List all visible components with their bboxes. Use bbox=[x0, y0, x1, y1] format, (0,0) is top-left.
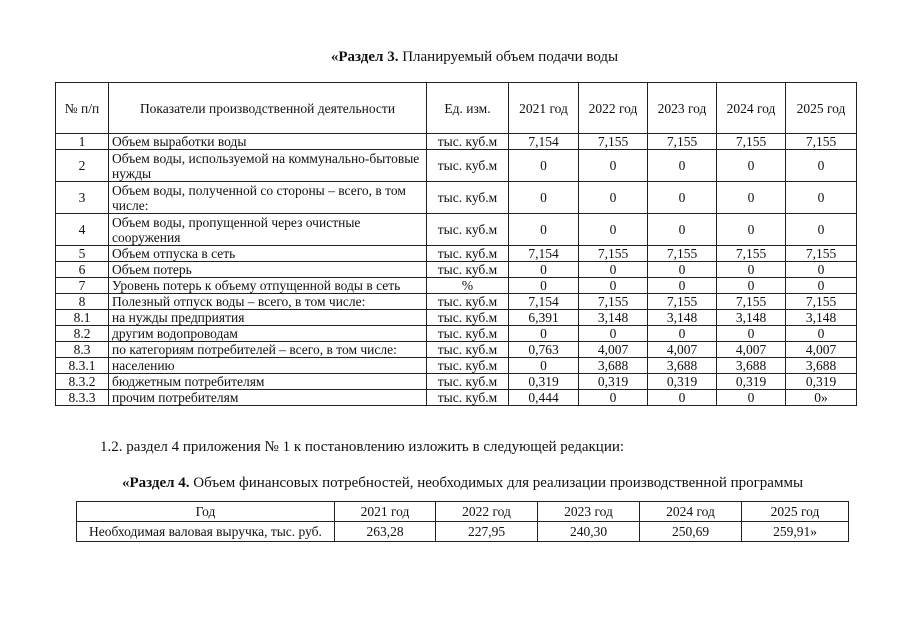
value-2024-год: 0 bbox=[717, 182, 786, 214]
value-2024-год: 0 bbox=[717, 390, 786, 406]
row-number: 8 bbox=[56, 294, 109, 310]
value-2023-год: 0 bbox=[648, 278, 717, 294]
indicator-name: другим водопроводам bbox=[109, 326, 427, 342]
value-2021-год: 0,444 bbox=[509, 390, 579, 406]
value-2021-год: 0,319 bbox=[509, 374, 579, 390]
value-2025-год: 0 bbox=[786, 278, 857, 294]
value-2024-год: 0 bbox=[717, 150, 786, 182]
value-2021-год: 7,154 bbox=[509, 294, 579, 310]
table-row bbox=[56, 246, 857, 262]
unit: тыс. куб.м bbox=[427, 342, 509, 358]
column-header-7: 2025 год bbox=[786, 83, 857, 134]
table-row bbox=[56, 262, 857, 278]
value-2021-год: 7,154 bbox=[509, 134, 579, 150]
column-header-0: Год bbox=[77, 502, 335, 522]
value-4: 259,91» bbox=[742, 522, 849, 542]
value-2021-год: 0 bbox=[509, 262, 579, 278]
value-2022-год: 0 bbox=[579, 150, 648, 182]
column-header-0: № п/п bbox=[56, 83, 109, 134]
indicator-name: прочим потребителям bbox=[109, 390, 427, 406]
value-2023-год: 3,688 bbox=[648, 358, 717, 374]
value-2022-год: 0 bbox=[579, 262, 648, 278]
unit: % bbox=[427, 278, 509, 294]
value-2022-год: 0 bbox=[579, 326, 648, 342]
value-2022-год: 3,148 bbox=[579, 310, 648, 326]
row-number: 4 bbox=[56, 214, 109, 246]
table-row bbox=[77, 522, 849, 542]
row-number: 7 bbox=[56, 278, 109, 294]
value-2024-год: 7,155 bbox=[717, 294, 786, 310]
indicator-name: по категориям потребителей – всего, в том числе: bbox=[109, 342, 427, 358]
table-header-row bbox=[77, 502, 849, 522]
value-2023-год: 0 bbox=[648, 262, 717, 278]
row-number: 3 bbox=[56, 182, 109, 214]
indicator-name: Объем потерь bbox=[109, 262, 427, 278]
value-2025-год: 7,155 bbox=[786, 134, 857, 150]
value-2024-год: 0,319 bbox=[717, 374, 786, 390]
value-2025-год: 0 bbox=[786, 182, 857, 214]
value-2024-год: 4,007 bbox=[717, 342, 786, 358]
value-2023-год: 0 bbox=[648, 150, 717, 182]
financial-needs-table bbox=[76, 501, 849, 542]
indicator-name: Объем воды, пропущенной через очистные сооружения bbox=[109, 214, 427, 246]
value-2021-год: 0 bbox=[509, 214, 579, 246]
unit: тыс. куб.м bbox=[427, 182, 509, 214]
indicator-name: Уровень потерь к объему отпущенной воды в сеть bbox=[109, 278, 427, 294]
row-label: Необходимая валовая выручка, тыс. руб. bbox=[77, 522, 335, 542]
value-2025-год: 0 bbox=[786, 262, 857, 278]
value-2023-год: 0 bbox=[648, 326, 717, 342]
value-2024-год: 0 bbox=[717, 214, 786, 246]
table-row bbox=[56, 342, 857, 358]
unit: тыс. куб.м bbox=[427, 326, 509, 342]
value-2023-год: 4,007 bbox=[648, 342, 717, 358]
unit: тыс. куб.м bbox=[427, 358, 509, 374]
table-row bbox=[56, 278, 857, 294]
value-2023-год: 0 bbox=[648, 390, 717, 406]
value-2025-год: 0» bbox=[786, 390, 857, 406]
unit: тыс. куб.м bbox=[427, 294, 509, 310]
indicator-name: Объем выработки воды bbox=[109, 134, 427, 150]
indicator-name: Объем отпуска в сеть bbox=[109, 246, 427, 262]
value-2025-год: 0 bbox=[786, 326, 857, 342]
value-2022-год: 4,007 bbox=[579, 342, 648, 358]
value-2022-год: 0 bbox=[579, 182, 648, 214]
table-row bbox=[56, 214, 857, 246]
value-2025-год: 0 bbox=[786, 150, 857, 182]
section-3-title bbox=[22, 48, 905, 66]
value-0: 263,28 bbox=[335, 522, 436, 542]
table-row bbox=[56, 374, 857, 390]
column-header-1: 2021 год bbox=[335, 502, 436, 522]
unit: тыс. куб.м bbox=[427, 150, 509, 182]
value-2023-год: 0,319 bbox=[648, 374, 717, 390]
unit: тыс. куб.м bbox=[427, 214, 509, 246]
section-4-title-bold: «Раздел 4. bbox=[121, 475, 190, 491]
value-1: 227,95 bbox=[436, 522, 538, 542]
row-number: 6 bbox=[56, 262, 109, 278]
column-header-3: 2023 год bbox=[538, 502, 640, 522]
unit: тыс. куб.м bbox=[427, 390, 509, 406]
value-2022-год: 0 bbox=[579, 214, 648, 246]
value-2024-год: 3,688 bbox=[717, 358, 786, 374]
row-number: 8.3.1 bbox=[56, 358, 109, 374]
section-4-title bbox=[10, 474, 905, 492]
unit: тыс. куб.м bbox=[427, 134, 509, 150]
indicator-name: населению bbox=[109, 358, 427, 374]
value-2024-год: 0 bbox=[717, 278, 786, 294]
column-header-2: 2022 год bbox=[436, 502, 538, 522]
row-number: 5 bbox=[56, 246, 109, 262]
table-row bbox=[56, 390, 857, 406]
value-2021-год: 0 bbox=[509, 278, 579, 294]
value-2025-год: 0,319 bbox=[786, 374, 857, 390]
value-2021-год: 7,154 bbox=[509, 246, 579, 262]
value-2025-год: 0 bbox=[786, 214, 857, 246]
value-2022-год: 0 bbox=[579, 390, 648, 406]
value-2022-год: 0,319 bbox=[579, 374, 648, 390]
value-2023-год: 7,155 bbox=[648, 294, 717, 310]
unit: тыс. куб.м bbox=[427, 310, 509, 326]
value-2025-год: 3,688 bbox=[786, 358, 857, 374]
water-supply-table bbox=[55, 82, 857, 406]
indicator-name: Объем воды, полученной со стороны – всего, в том числе: bbox=[109, 182, 427, 214]
value-2021-год: 0 bbox=[509, 182, 579, 214]
value-2023-год: 0 bbox=[648, 182, 717, 214]
table-row bbox=[56, 326, 857, 342]
column-header-4: 2024 год bbox=[640, 502, 742, 522]
indicator-name: Объем воды, используемой на коммунально-бытовые нужды bbox=[109, 150, 427, 182]
value-2025-год: 7,155 bbox=[786, 246, 857, 262]
value-2025-год: 4,007 bbox=[786, 342, 857, 358]
value-2024-год: 0 bbox=[717, 262, 786, 278]
value-2025-год: 3,148 bbox=[786, 310, 857, 326]
value-2023-год: 3,148 bbox=[648, 310, 717, 326]
table-row bbox=[56, 310, 857, 326]
value-2021-год: 0 bbox=[509, 326, 579, 342]
row-number: 8.3.2 bbox=[56, 374, 109, 390]
value-2023-год: 7,155 bbox=[648, 246, 717, 262]
column-header-6: 2024 год bbox=[717, 83, 786, 134]
value-2024-год: 3,148 bbox=[717, 310, 786, 326]
value-2022-год: 7,155 bbox=[579, 294, 648, 310]
value-2023-год: 0 bbox=[648, 214, 717, 246]
column-header-3: 2021 год bbox=[509, 83, 579, 134]
value-2024-год: 7,155 bbox=[717, 134, 786, 150]
amendment-paragraph: 1.2. раздел 4 приложения № 1 к постановлению изложить в следующей редакции: bbox=[100, 439, 625, 455]
row-number: 2 bbox=[56, 150, 109, 182]
value-2021-год: 0 bbox=[509, 150, 579, 182]
indicator-name: бюджетным потребителям bbox=[109, 374, 427, 390]
value-2022-год: 7,155 bbox=[579, 134, 648, 150]
value-2: 240,30 bbox=[538, 522, 640, 542]
value-2022-год: 3,688 bbox=[579, 358, 648, 374]
table-row bbox=[56, 134, 857, 150]
value-2021-год: 0,763 bbox=[509, 342, 579, 358]
section-3-title-bold: «Раздел 3. bbox=[330, 49, 399, 65]
row-number: 8.3.3 bbox=[56, 390, 109, 406]
table-row bbox=[56, 358, 857, 374]
row-number: 8.2 bbox=[56, 326, 109, 342]
row-number: 1 bbox=[56, 134, 109, 150]
value-2022-год: 7,155 bbox=[579, 246, 648, 262]
table-row bbox=[56, 294, 857, 310]
unit: тыс. куб.м bbox=[427, 246, 509, 262]
value-2023-год: 7,155 bbox=[648, 134, 717, 150]
table-row bbox=[56, 182, 857, 214]
value-2021-год: 6,391 bbox=[509, 310, 579, 326]
section-4-title-rest: Объем финансовых потребностей, необходимых для реализации производственной программы bbox=[189, 475, 804, 491]
column-header-1: Показатели производственной деятельности bbox=[109, 83, 427, 134]
value-2022-год: 0 bbox=[579, 278, 648, 294]
section-3-title-rest: Планируемый объем подачи воды bbox=[398, 49, 619, 65]
row-number: 8.1 bbox=[56, 310, 109, 326]
value-2025-год: 7,155 bbox=[786, 294, 857, 310]
column-header-2: Ед. изм. bbox=[427, 83, 509, 134]
column-header-5: 2025 год bbox=[742, 502, 849, 522]
unit: тыс. куб.м bbox=[427, 374, 509, 390]
column-header-5: 2023 год bbox=[648, 83, 717, 134]
value-3: 250,69 bbox=[640, 522, 742, 542]
indicator-name: Полезный отпуск воды – всего, в том числе: bbox=[109, 294, 427, 310]
row-number: 8.3 bbox=[56, 342, 109, 358]
value-2024-год: 7,155 bbox=[717, 246, 786, 262]
indicator-name: на нужды предприятия bbox=[109, 310, 427, 326]
unit: тыс. куб.м bbox=[427, 262, 509, 278]
value-2021-год: 0 bbox=[509, 358, 579, 374]
value-2024-год: 0 bbox=[717, 326, 786, 342]
column-header-4: 2022 год bbox=[579, 83, 648, 134]
table-header-row bbox=[56, 83, 857, 134]
table-row bbox=[56, 150, 857, 182]
